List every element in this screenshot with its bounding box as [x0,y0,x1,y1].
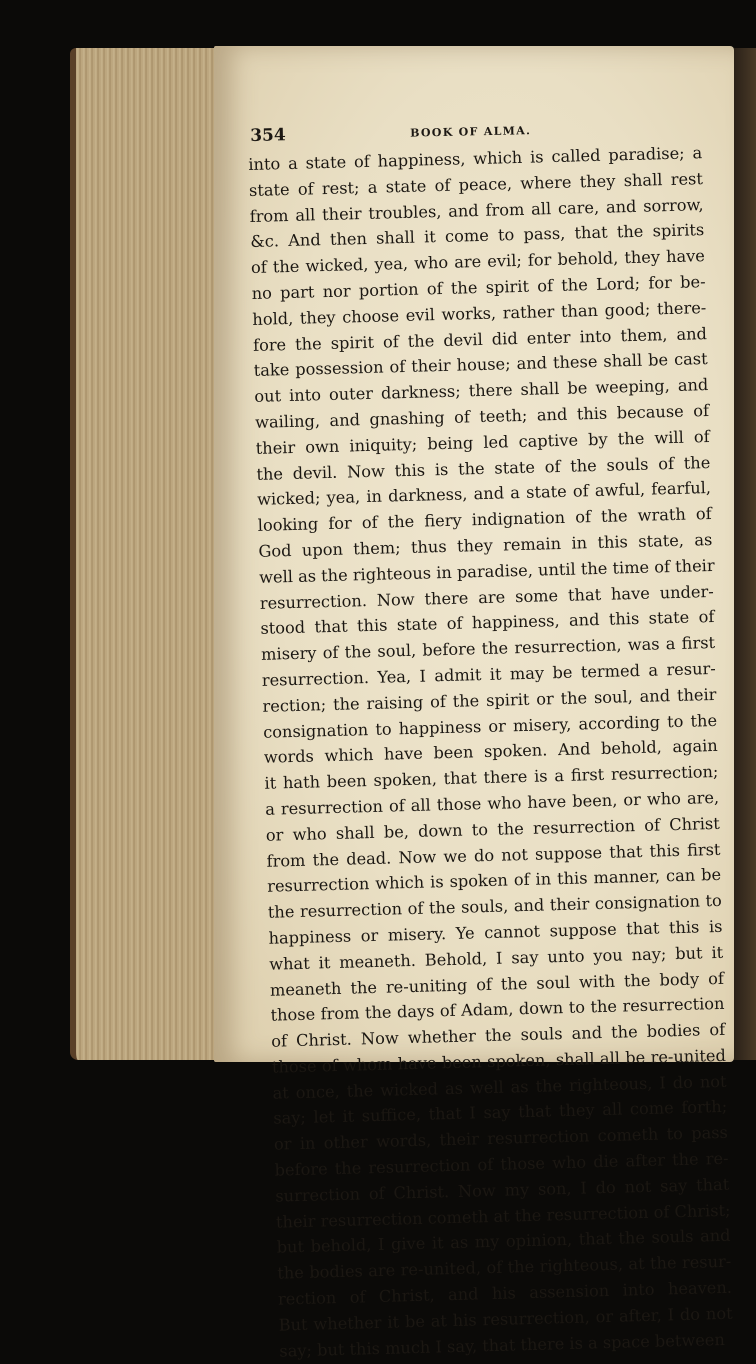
body-text [248,140,734,1364]
text-line: before the resurrection of those who die after the re- [274,1148,729,1180]
text-line: wailing, and gnashing of teeth; and this because of [254,400,710,432]
text-line: state of rest; a state of peace, where they shall rest [248,168,704,200]
text-line: what it meaneth. Behold, I say unto you nay; but it [269,942,724,974]
text-line: of the wicked, yea, who are evil; for behold, they have [250,246,706,278]
text-line: happiness or misery. Ye cannot suppose that this is [268,916,723,948]
text-line: God upon them; thus they remain in this state, as [258,529,713,561]
text-line: say; let it suffice, that I say that they all come forth; [273,1097,728,1129]
text-line: misery of the soul, before the resurrection, was a first [260,633,716,664]
text-line: from all their troubles, and from all care, and sorrow, [249,194,704,226]
text-line: well as the righteous in paradise, until the time of their [258,555,715,587]
text-line: it hath been spoken, that there is a first resurrection; [264,762,719,793]
text-line: or who shall be, down to the resurrection of Christ [265,813,720,845]
text-line: rection; the raising of the spirit or the soul, and their [262,684,717,716]
text-line: resurrection. Yea, I admit it may be termed a resur- [261,658,716,690]
text-line: out into outer darkness; there shall be weeping, and [254,375,709,407]
text-line: a resurrection of all those who have been, or who are, [264,787,720,819]
text-line: looking for of the fiery indignation of the wrath of [257,504,712,536]
text-line: from the dead. Now we do not suppose that this first [266,839,721,871]
text-line: of Christ. Now whether the souls and the bodies of [271,1019,726,1051]
book-fore-edge [70,48,236,1060]
text-line: those of whom have been spoken, shall all be re-united [271,1045,727,1077]
text-line: fore the spirit of the devil did enter into them, and [252,323,708,355]
text-line: no part nor portion of the spirit of the Lord; for be- [251,272,706,303]
text-line: into a state of happiness, which is called paradise; a [248,143,703,174]
text-line: stood that this state of happiness, and this state of [260,607,715,639]
text-line: the bodies are re-united, of the righteous, at the resur- [277,1252,732,1283]
facing-page-edge [734,48,756,1060]
text-line: resurrection. Now there are some that have under- [259,581,714,613]
text-line: but behold, I give it as my opinion, that the souls and [276,1226,731,1258]
text-line: at once, the wicked as well as the righteous, I do not [272,1071,727,1103]
text-line: say; but this much I say, that there is a space between [279,1329,726,1361]
text-line: surrection of Christ. Now my son, I do not say that [275,1174,730,1206]
text-line: words which have been spoken. And behold, again [263,736,718,768]
text-line: the resurrection of the souls, and their consignation to [267,890,723,922]
text-line: wicked; yea, in darkness, and a state of awful, fearful, [256,478,712,510]
text-line: hold, they choose evil works, rather than good; there- [252,297,707,329]
page-number: 354 [250,125,286,146]
text-line: meaneth the re-uniting of the soul with the body of [269,968,725,1000]
text-line: rection of Christ, and his assension into heaven. [277,1277,733,1309]
text-line: resurrection which is spoken of in this manner, can be [266,865,722,897]
text-line: consignation to happiness or misery, according to the [262,710,718,742]
text-line: or in other words, their resurrection cometh to pass [273,1123,729,1154]
text-line: take possession of their house; and these shall be cast [253,349,708,381]
text-line: those from the days of Adam, down to the resurrection [270,994,725,1025]
text-line: their own iniquity; being led captive by the will of [255,426,710,458]
text-line: But whether it be at his resurrection, or after, I do not [278,1303,733,1335]
text-line: &c. And then shall it come to pass, that the spirits [250,220,705,252]
text-line: the devil. Now this is the state of the souls of the [256,452,711,484]
text-line: their resurrection cometh at the resurrection of Christ; [275,1200,731,1232]
running-title: BOOK OF ALMA. [410,124,532,140]
